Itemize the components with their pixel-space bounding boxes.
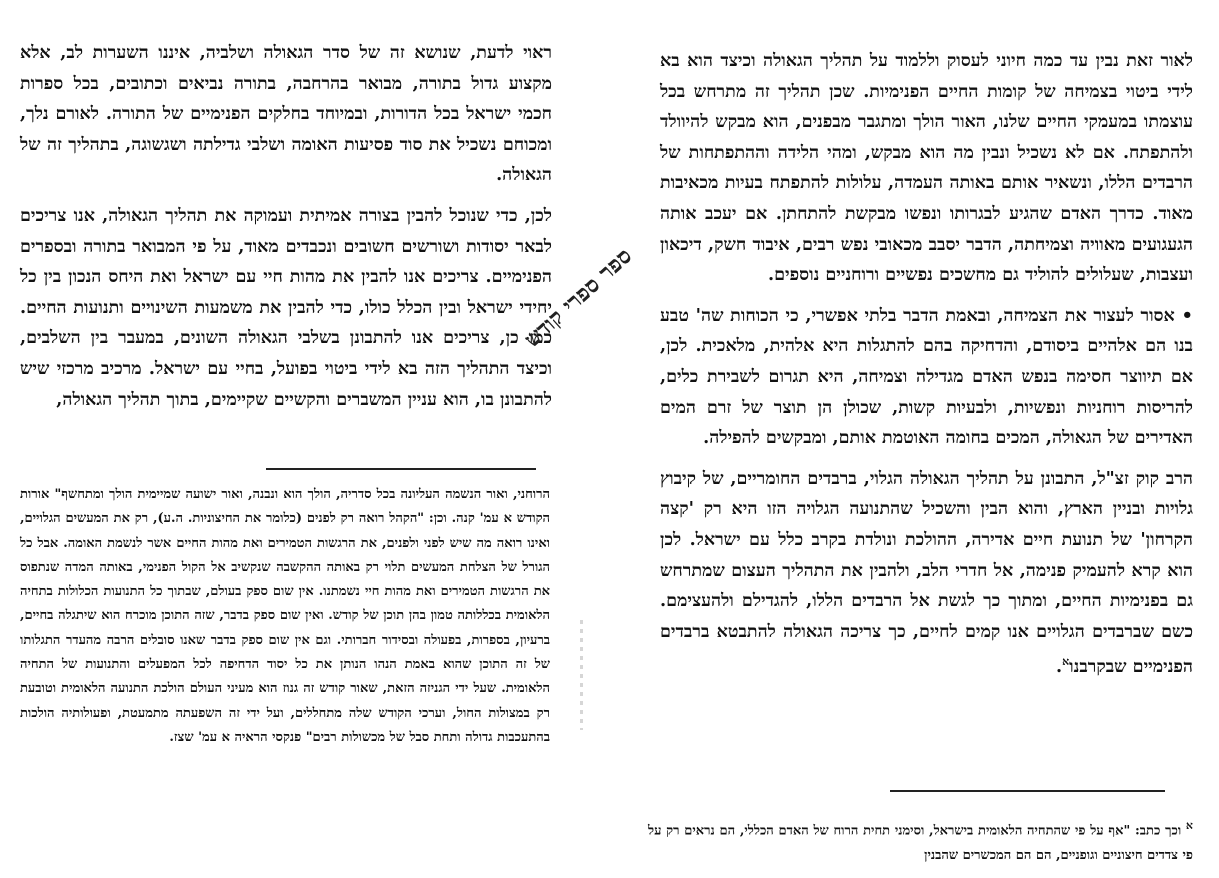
left-footnote-text: הרוחני, ואור הנשמה העליונה בכל סדריה, הולך הוא ונבנה, ואור ישועה שמיימית הולך ומתחשף" אורות הקודש א עמ' קנה. וכן: "הקהל רואה רק לפנים (כלומר את החיצוניות. ה.ע), רק את המעשים הגלויים, ואינו רואה מה שיש לפני ולפנים, את הרגשות הטמירים ואת מהות החיים אשר לנשמת האומה. אבל כל הגורל של הצלחת המעשים תלוי רק באותה ההקשבה שנקשיב אל הקול הפנימי, באותה המדה שנתפוס את הרגשות הטמירים ואת מהות חיי נשמתנו. אין שום ספק בעולם, שבתוך כל התנועות הכלולות בתחיה הלאומית בכללותה טמון בהן תוכן של קודש. ואין שום ספק בדבר, שזה התוכן מוכרח הוא שיתגלה בחיים, ברעיון, בספרות, בפעולה ובסידור חברותי. וגם אין שום ספק בדבר שאנו סובלים הרבה מהעדר התגלותו של זה התוכן שהוא באמת הנהו הנותן את כל יסוד הדחיפה לכל המפעלים והתנועות של התחיה הלאומית. שעל ידי הגניזה הזאת, שאור קודש זה גנוז הוא מעיני העולם הולכת התנועה הלאומית וטובעת רק במצולות החול, וערכי הקודש שלה מתחללים, ועל ידי זה השפעתה מתמעטת, ופעולותיה הולכות בהתעכבות גדולה ותחת סבל של מכשולות רבים" פנקסי הראיה א עמ' שצז. xyxy=(20,487,550,745)
right-footnote-marker: א xyxy=(1185,819,1193,832)
right-paragraph-1: לאור זאת נבין עד כמה חיוני לעסוק וללמוד על תהליך הגאולה וכיצד הוא בא לידי ביטוי בצמיחה של קומות החיים הפנימיות. שכן תהליך זה מתרחש בכל עוצמתו במעמקי החיים שלנו, האור הולך ומתגבר מבפנים, הוא מבקש להיוולד ולהתפתח. אם לא נשכיל ונבין מה הוא מבקש, ומהי הלידה וההתפתחות של הרבדים הללו, ונשאיר אותם באותה העמדה, עלולות להתפתח בעיות מכאיבות מאוד. כדרך האדם שהגיע לבגרותו ונפשו מבקשת להתחתן. אם יעכב אותה הגעגועים מאוויה וצמיחתה, הדבר יסבב מכאובי נפש רבים, איבוד חשק, דיכאון ועצבות, שעלולים להוליד גם מחשכים נפשיים ורוחניים נוספים. xyxy=(660,51,1193,286)
bullet-icon: • xyxy=(1181,304,1193,326)
left-footnote xyxy=(20,483,550,760)
right-footnote-rule xyxy=(890,790,1165,792)
library-stamp: ספר ספרי קודש xyxy=(519,242,638,353)
right-page-body xyxy=(660,46,1193,693)
left-paragraph-2: לכן, כדי שנוכל להבין בצורה אמיתית ועמוקה את תהליך הגאולה, אנו צריכים לבאר יסודות ושורשים חשובים ונכבדים מאוד, על פי המבואר בתורה ובספרים הפנימיים. צריכים אנו להבין את מהות חיי עם ישראל ואת היחס הנכון בין כל יחידי ישראל ובין הכלל כולו, כדי להבין את משמעות השינויים ותנועות החיים. כמו כן, צריכים אנו להתבונן בשלבי הגאולה השונים, במעבר בין השלבים, וכיצד התהליך הזה בא לידי ביטוי בפועל, בחיי עם ישראל. מרכיב מרכזי שיש להתבונן בו, הוא עניין המשברים והקשיים שקיימים, בתוך תהליך הגאולה, xyxy=(20,205,552,410)
right-paragraph-3: הרב קוק זצ"ל, התבונן על תהליך הגאולה הגלוי, ברבדים החומריים, של קיבוץ גלויות ובניין הארץ, והוא הבין והשכיל שהתנועה הגלויה הזו היא רק 'קצה הקרחון' של תנועת חיים אדירה, ההולכת ונולדת בקרב כלל עם ישראל. לכן הוא קרא להעמיק פנימה, אל חדרי הלב, ולהבין את התהליך העצום שמתרחש גם בפנימיות החיים, ומתוך כך לגשת אל הרבדים הללו, להגדילם ולהעצימם. כשם שברבדים הגלויים אנו קמים לחיים, כך צריכה הגאולה להתבטא ברבדים הפנימיים שבקרבנו$^א$. xyxy=(660,468,1193,678)
right-footnote xyxy=(648,814,1193,878)
right-paragraph-2: • אסור לעצור את הצמיחה, ובאמת הדבר בלתי אפשרי, כי הכוחות שה' טבע בנו הם אלהיים ביסודם, והדחיקה בהם להתגלות היא אלהית, מלאכית. לכן, אם תיווצר חסימה בנפש האדם מגדילה וצמיחה, היא תגרום לשבירת כלים, להריסות רוחניות ונפשיות, ולבעיות קשות, שכולן הן תוצר של זרם המים האדירים של הגאולה, המכים בחומה האוטמת אותם, ומבקשים להפילה. xyxy=(660,304,1193,449)
left-page-body xyxy=(20,38,552,425)
left-paragraph-1: ראוי לדעת, שנושא זה של סדר הגאולה ושלביה, איננו השערות לב, אלא מקצוע גדול בתורה, מבואר בהרחבה, בתורה נביאים וכתובים, בכל ספרות חכמי ישראל בכל הדורות, ובמיוחד בחלקים הפנימיים של התורה. לאורם נלך, ומכוחם נשכיל את סוד פסיעות האומה ושלבי גדילתה ושגשוגה, בתהליך זה של הגאולה. xyxy=(20,43,552,186)
left-footnote-rule xyxy=(266,468,536,470)
right-footnote-text: וכך כתב: "אף על פי שהתחיה הלאומית בישראל, וסימני תחית הרוח של האדם הכללי, הם נראים רק על פי צדדים חיצוניים וגופניים, הם הם המכשרים שהבנין xyxy=(648,823,1193,863)
page-gutter xyxy=(580,620,583,730)
footnote-marker: א xyxy=(1062,655,1070,669)
